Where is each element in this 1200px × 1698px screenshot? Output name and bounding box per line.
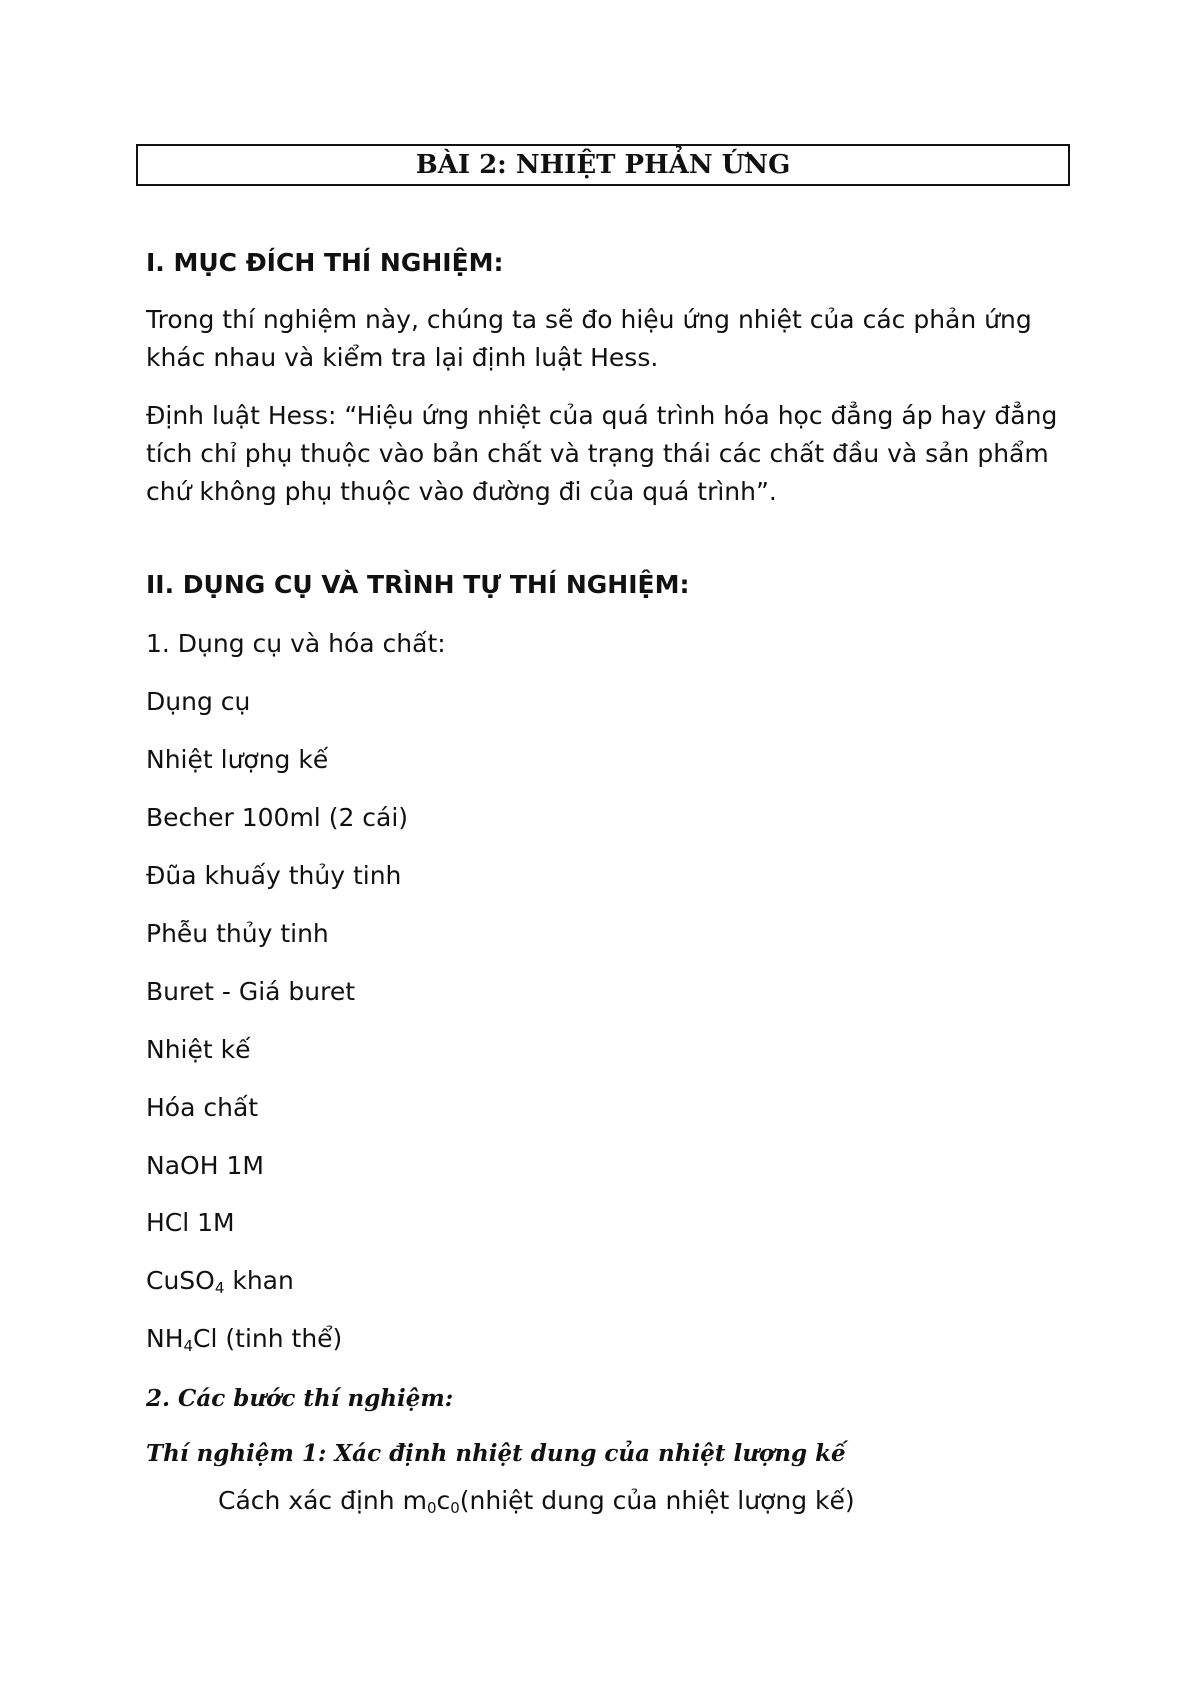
method-line: [218, 1486, 855, 1515]
section-2-heading: II. DỤNG CỤ VÀ TRÌNH TỰ THÍ NGHIỆM:: [146, 570, 690, 599]
list-item: Buret - Giá buret: [146, 977, 356, 1006]
formula-part: NH: [146, 1324, 184, 1353]
document-title-box: [136, 144, 1070, 186]
list-item: Hóa chất: [146, 1093, 259, 1122]
list-item: Đũa khuấy thủy tinh: [146, 861, 402, 890]
formula-subscript: 4: [214, 1279, 225, 1297]
section-1-heading: I. MỤC ĐÍCH THÍ NGHIỆM:: [146, 248, 504, 277]
formula-part: khan: [224, 1266, 294, 1295]
subsection-1-heading: 1. Dụng cụ và hóa chất:: [146, 629, 446, 658]
formula-subscript: 4: [183, 1337, 194, 1355]
document-title: BÀI 2: NHIỆT PHẢN ỨNG: [415, 150, 791, 180]
subsection-2-heading: 2. Các bước thí nghiệm:: [146, 1385, 454, 1412]
method-subscript: 0: [426, 1499, 437, 1517]
list-item: Nhiệt lượng kế: [146, 745, 329, 774]
method-part: (nhiệt dung của nhiệt lượng kế): [459, 1486, 855, 1515]
formula-part: Cl (tinh thể): [193, 1324, 343, 1353]
method-part: c: [436, 1486, 451, 1515]
list-item: NaOH 1M: [146, 1151, 264, 1180]
method-part: Cách xác định m: [218, 1486, 427, 1515]
list-item: Phễu thủy tinh: [146, 919, 329, 948]
list-item-cuso4: [146, 1266, 294, 1295]
list-item: Dụng cụ: [146, 687, 251, 716]
list-item-nh4cl: [146, 1324, 342, 1353]
list-item: Nhiệt kế: [146, 1035, 251, 1064]
formula-part: CuSO: [146, 1266, 215, 1295]
section-1-paragraph-1: Trong thí nghiệm này, chúng ta sẽ đo hiệu ứng nhiệt của các phản ứng khác nhau và kiểm tra lại định luật Hess.: [146, 305, 1032, 372]
experiment-1-heading: Thí nghiệm 1: Xác định nhiệt dung của nhiệt lượng kế: [146, 1440, 846, 1467]
method-subscript: 0: [450, 1499, 460, 1517]
list-item: HCl 1M: [146, 1208, 235, 1237]
section-1-paragraph-2: Định luật Hess: “Hiệu ứng nhiệt của quá trình hóa học đẳng áp hay đẳng tích chỉ phụ thuộc vào bản chất và trạng thái các chất đầu và sản phẩm chứ không phụ thuộc vào đường đi của quá trình”.: [146, 401, 1058, 506]
list-item: Becher 100ml (2 cái): [146, 803, 409, 832]
